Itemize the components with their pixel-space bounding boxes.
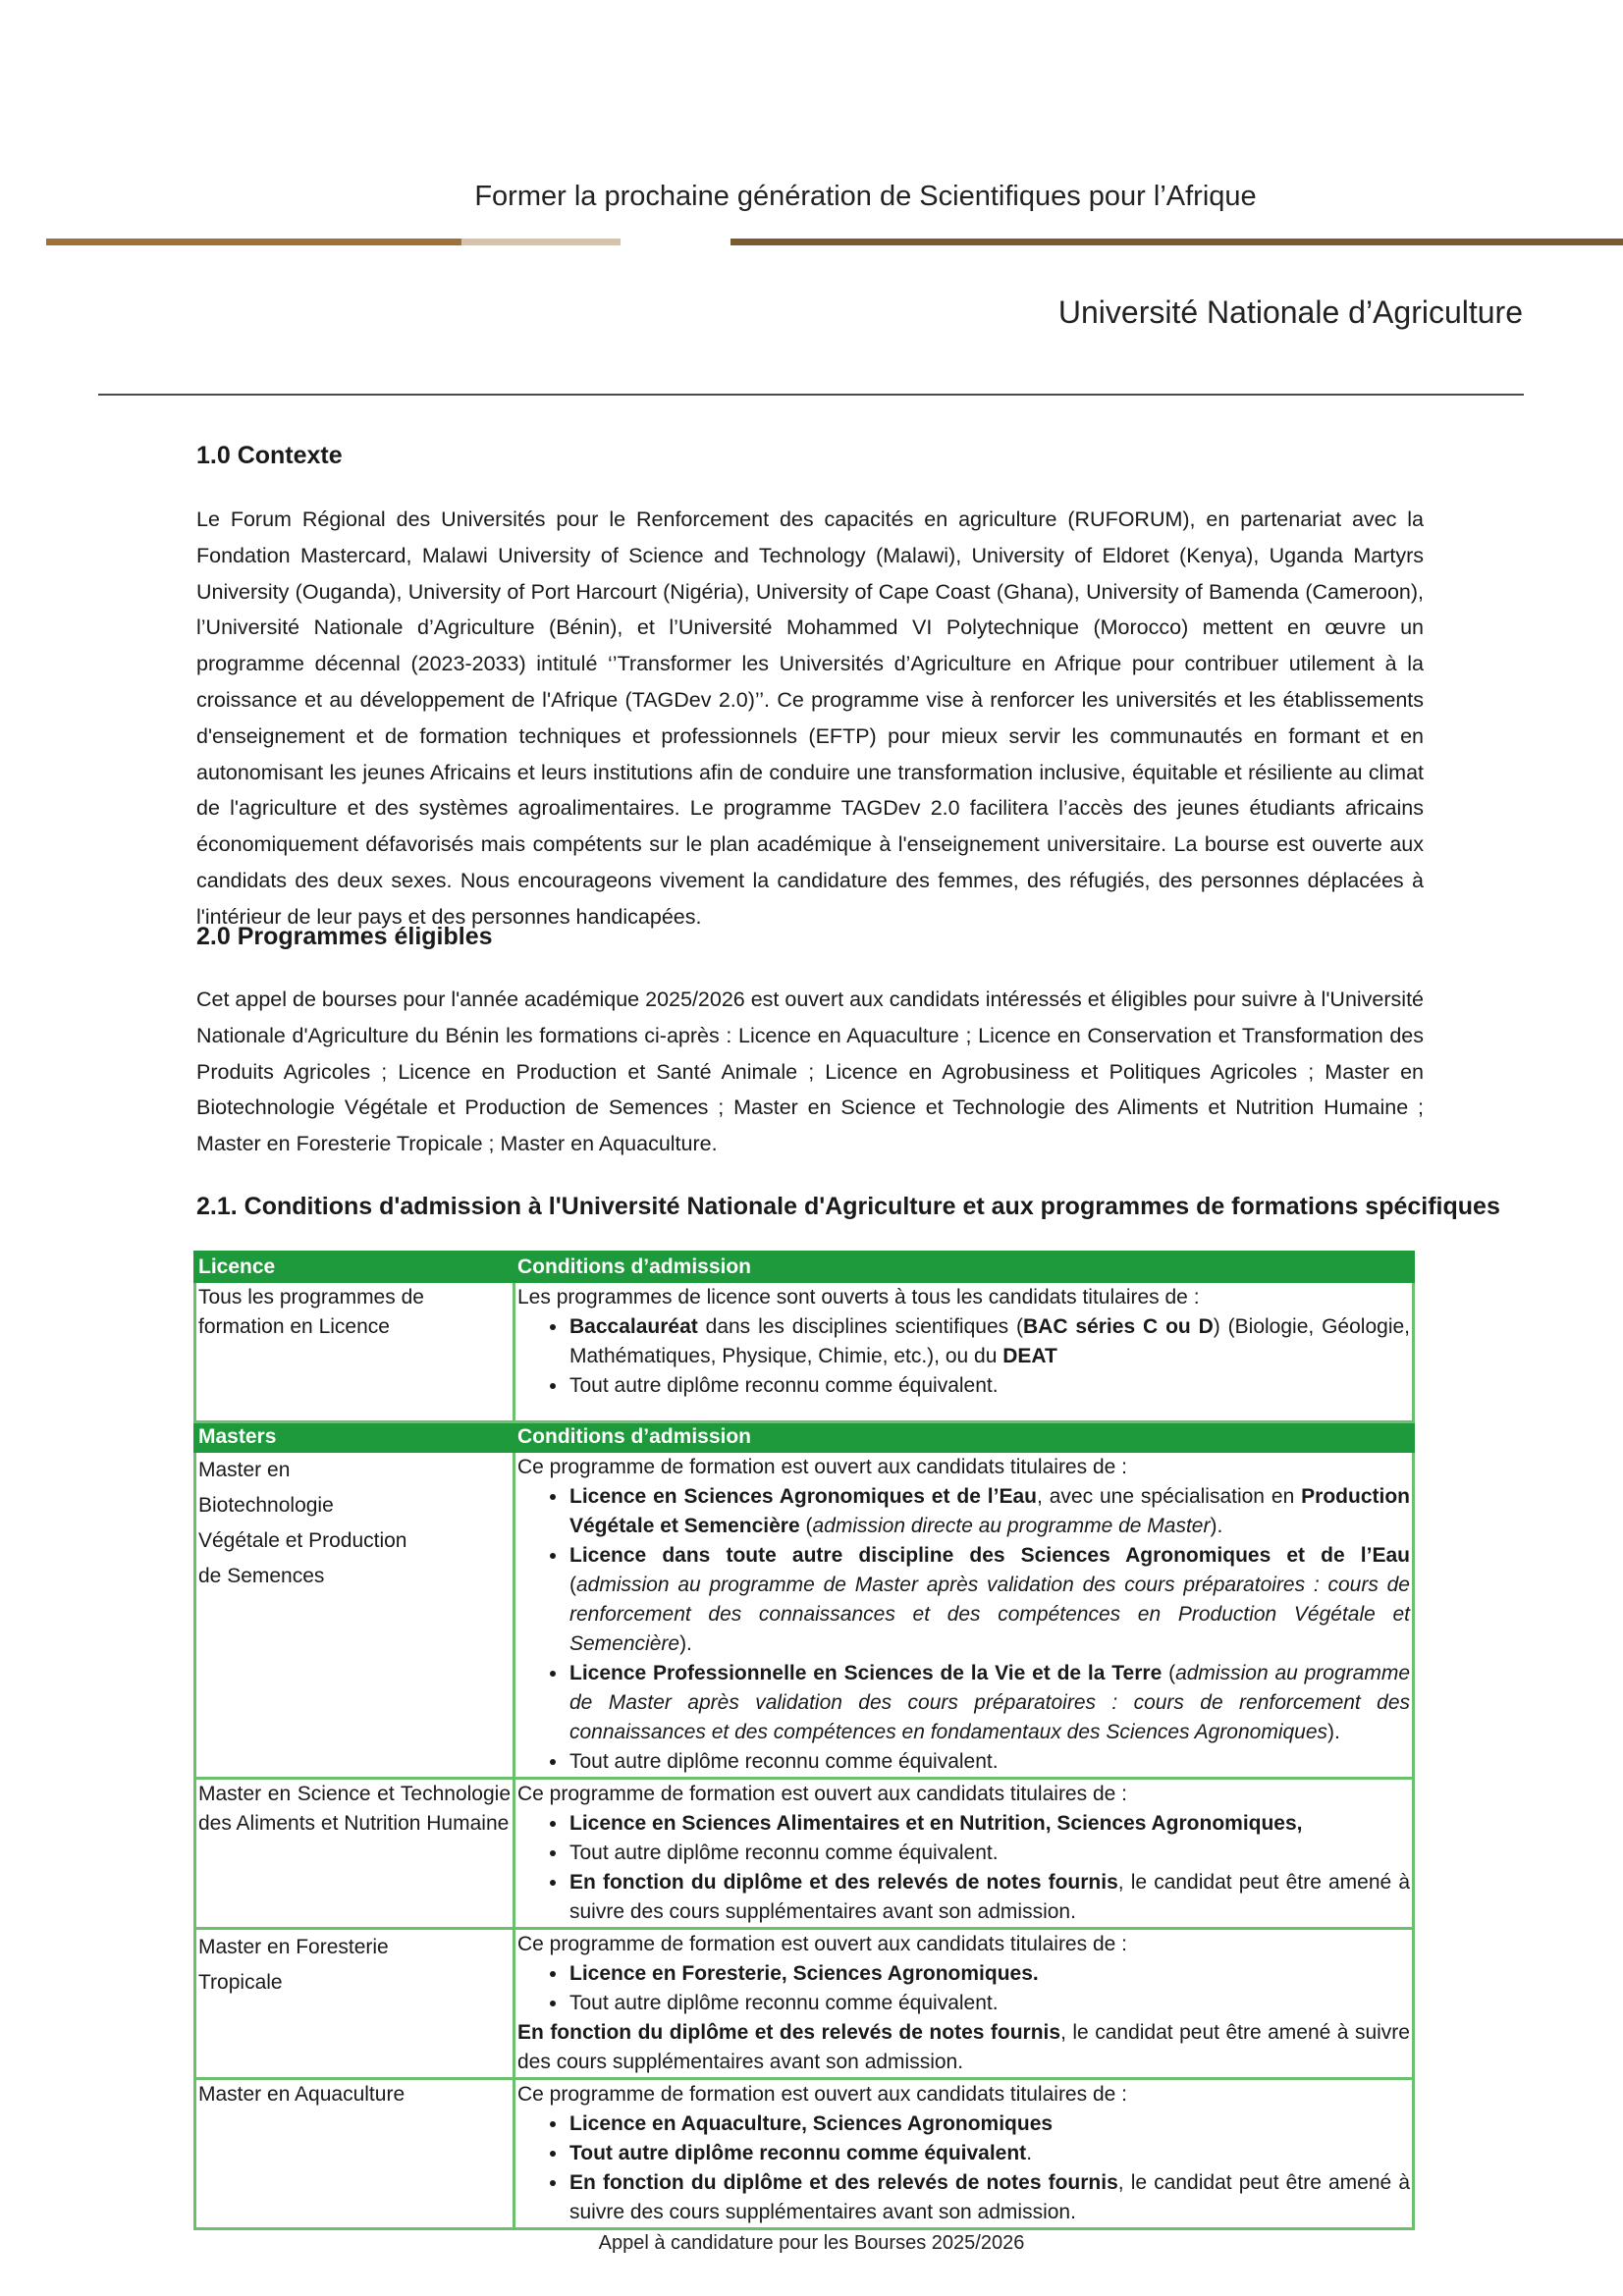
- band-segment-light-tan: [461, 239, 621, 245]
- master-food-science-conditions-cell: Ce programme de formation est ouvert aux candidats titulaires de : • Licence en Sciences Alimentaires et en Nutrition, Sciences Agronomiques, • Tout autre diplôme reconnu comme équivalent. • En fonction du diplôme et des relevés de notes fournis, le candidat peut être amené à suivre des cours supplémentaires avant son admission.: [514, 1779, 1414, 1929]
- list-item: • Licence en Aquaculture, Sciences Agronomiques: [568, 2109, 1410, 2139]
- list-item: • Licence Professionnelle en Sciences de la Vie et de la Terre (admission au programme de Master après validation des cours préparatoires : cours de renforcement des connaissances et des compétences en fondamentaux des Sciences Agronomiques).: [568, 1659, 1410, 1747]
- section-1-heading: 1.0 Contexte: [196, 442, 343, 469]
- admission-conditions-table: [193, 1251, 1415, 2230]
- page-footer: Appel à candidature pour les Bourses 2025/2026: [598, 2232, 1025, 2254]
- header-divider: [98, 394, 1524, 396]
- table-row-master-biotech: [195, 1452, 1414, 1779]
- university-name: Université Nationale d’Agriculture: [1057, 294, 1523, 330]
- list-item: • Licence en Foresterie, Sciences Agronomiques.: [568, 1959, 1410, 1989]
- master-biotech-conditions-cell: Ce programme de formation est ouvert aux candidats titulaires de : • Licence en Sciences Agronomiques et de l’Eau, avec une spécialisation en Production Végétale et Semencière (admission directe au programme de Master). • Licence dans toute autre discipline des Sciences Agronomiques et de l’Eau (admission au programme de Master après validation des cours préparatoires : cours de renforcement des connaissances et des compétences en Production Végétale et Semencière). • Licence Professionnelle en Sciences de la Vie et de la Terre (admission au programme de Master après validation des cours préparatoires : cours de renforcement des connaissances et des compétences en fondamentaux des Sciences Agronomiques). • Tout autre diplôme reconnu comme équivalent.: [514, 1452, 1414, 1779]
- list-item: • Tout autre diplôme reconnu comme équivalent.: [568, 1747, 1410, 1777]
- band-segment-gap: [621, 239, 730, 245]
- master-forestry-cell: Master en Foresterie Tropicale: [195, 1929, 514, 2079]
- header-cell-conditions-masters: Conditions d’admission: [514, 1422, 1414, 1452]
- list-item: • Licence en Sciences Agronomiques et de l’Eau, avec une spécialisation en Production Végétale et Semencière (admission directe au programme de Master).: [568, 1482, 1410, 1541]
- list-item: • Tout autre diplôme reconnu comme équivalent.: [568, 1989, 1410, 2018]
- master-forestry-note: En fonction du diplôme et des relevés de notes fournis, le candidat peut être amené à suivre des cours supplémentaires avant son admission.: [517, 2021, 1410, 2073]
- master-forestry-conditions-list: [517, 1959, 1410, 2018]
- section-2-1-heading: 2.1. Conditions d'admission à l'Université Nationale d'Agriculture et aux programmes de formations spécifiques: [196, 1193, 1500, 1220]
- list-item: • Licence en Sciences Alimentaires et en Nutrition, Sciences Agronomiques,: [568, 1809, 1410, 1839]
- header-color-band: [46, 239, 1623, 245]
- master-aquaculture-conditions-list: [517, 2109, 1410, 2227]
- section-1-body: Le Forum Régional des Universités pour le Renforcement des capacités en agriculture (RUFORUM), en partenariat avec la Fondation Mastercard, Malawi University of Science and Technology (Malawi), University of Eldoret (Kenya), Uganda Martyrs University (Ouganda), University of Port Harcourt (Nigéria), University of Cape Coast (Ghana), University of Bamenda (Cameroon), l’Université Nationale d’Agriculture (Bénin), et l’Université Mohammed VI Polytechnique (Morocco) mettent en œuvre un programme décennal (2023-2033) intitulé ‘’Transformer les Universités d’Agriculture en Afrique pour contribuer utilement à la croissance et au développement de l'Afrique (TAGDev 2.0)’’. Ce programme vise à renforcer les universités et les établissements d'enseignement et de formation techniques et professionnels (EFTP) pour mieux servir les communautés en formant et en autonomisant les jeunes Africains et leurs institutions afin de conduire une transformation inclusive, équitable et résiliente au climat de l'agriculture et des systèmes agroalimentaires. Le programme TAGDev 2.0 facilitera l’accès des jeunes étudiants africains économiquement défavorisés mais compétents sur le plan académique à l'enseignement universitaire. La bourse est ouverte aux candidats des deux sexes. Nous encourageons vivement la candidature des femmes, des réfugiés, des personnes déplacées à l'intérieur de leur pays et des personnes handicapées.: [196, 507, 1424, 929]
- list-item: • Baccalauréat dans les disciplines scientifiques (BAC séries C ou D) (Biologie, Géologie, Mathématiques, Physique, Chimie, etc.), ou du DEAT: [568, 1312, 1410, 1371]
- table-header-licence: [195, 1253, 1414, 1282]
- table-row-master-food-science: [195, 1779, 1414, 1929]
- licence-conditions-cell: [514, 1282, 1414, 1422]
- list-item: • Tout autre diplôme reconnu comme équivalent.: [568, 1371, 1410, 1401]
- table-row-master-forestry: [195, 1929, 1414, 2079]
- list-item: • Tout autre diplôme reconnu comme équivalent.: [568, 1839, 1410, 1868]
- licence-intro: Les programmes de licence sont ouverts à tous les candidats titulaires de :: [517, 1286, 1200, 1308]
- master-forestry-conditions-cell: Ce programme de formation est ouvert aux candidats titulaires de : • Licence en Foresterie, Sciences Agronomiques. • Tout autre diplôme reconnu comme équivalent. En fonction du diplôme et des relevés de notes fournis, le candidat peut être amené à suivre des cours supplémentaires avant son admission.: [514, 1929, 1414, 2079]
- table-header-masters: [195, 1422, 1414, 1452]
- header-cell-masters: Masters: [195, 1422, 514, 1452]
- master-aquaculture-cell: Master en Aquaculture: [195, 2079, 514, 2229]
- band-segment-brown: [730, 239, 1623, 245]
- table-row-master-aquaculture: [195, 2079, 1414, 2229]
- section-2-body: Cet appel de bourses pour l'année académique 2025/2026 est ouvert aux candidats intéressés et éligibles pour suivre à l'Université Nationale d'Agriculture du Bénin les formations ci-après : Licence en Aquaculture ; Licence en Conservation et Transformation des Produits Agricoles ; Licence en Production et Santé Animale ; Licence en Agrobusiness et Politiques Agricoles ; Master en Biotechnologie Végétale et Production de Semences ; Master en Science et Technologie des Aliments et Nutrition Humaine ; Master en Foresterie Tropicale ; Master en Aquaculture.: [196, 988, 1425, 1156]
- master-biotech-conditions-list: [517, 1482, 1410, 1777]
- licence-program-cell: Tous les programmes de formation en Licence: [195, 1282, 514, 1422]
- list-item: • Tout autre diplôme reconnu comme équivalent.: [568, 2139, 1410, 2168]
- master-food-science-cell: Master en Science et Technologie des Aliments et Nutrition Humaine: [195, 1779, 514, 1929]
- list-item: • En fonction du diplôme et des relevés de notes fournis, le candidat peut être amené à suivre des cours supplémentaires avant son admission.: [568, 2168, 1410, 2227]
- list-item: • Licence dans toute autre discipline des Sciences Agronomiques et de l’Eau (admission au programme de Master après validation des cours préparatoires : cours de renforcement des connaissances et des compétences en Production Végétale et Semencière).: [568, 1541, 1410, 1659]
- list-item: • En fonction du diplôme et des relevés de notes fournis, le candidat peut être amené à suivre des cours supplémentaires avant son admission.: [568, 1868, 1410, 1927]
- table-row-licence: [195, 1282, 1414, 1422]
- band-segment-dark-gold: [46, 239, 461, 245]
- section-2-heading: 2.0 Programmes éligibles: [196, 923, 493, 950]
- master-food-science-conditions-list: [517, 1809, 1410, 1927]
- licence-conditions-list: [517, 1312, 1410, 1401]
- header-tagline: Former la prochaine génération de Scientifiques pour l’Afrique: [474, 181, 1257, 212]
- master-aquaculture-conditions-cell: Ce programme de formation est ouvert aux candidats titulaires de : • Licence en Aquaculture, Sciences Agronomiques • Tout autre diplôme reconnu comme équivalent. • En fonction du diplôme et des relevés de notes fournis, le candidat peut être amené à suivre des cours supplémentaires avant son admission.: [514, 2079, 1414, 2229]
- header-cell-conditions: Conditions d’admission: [514, 1253, 1414, 1282]
- master-biotech-cell: Master en Biotechnologie Végétale et Production de Semences: [195, 1452, 514, 1779]
- header-cell-licence: Licence: [195, 1253, 514, 1282]
